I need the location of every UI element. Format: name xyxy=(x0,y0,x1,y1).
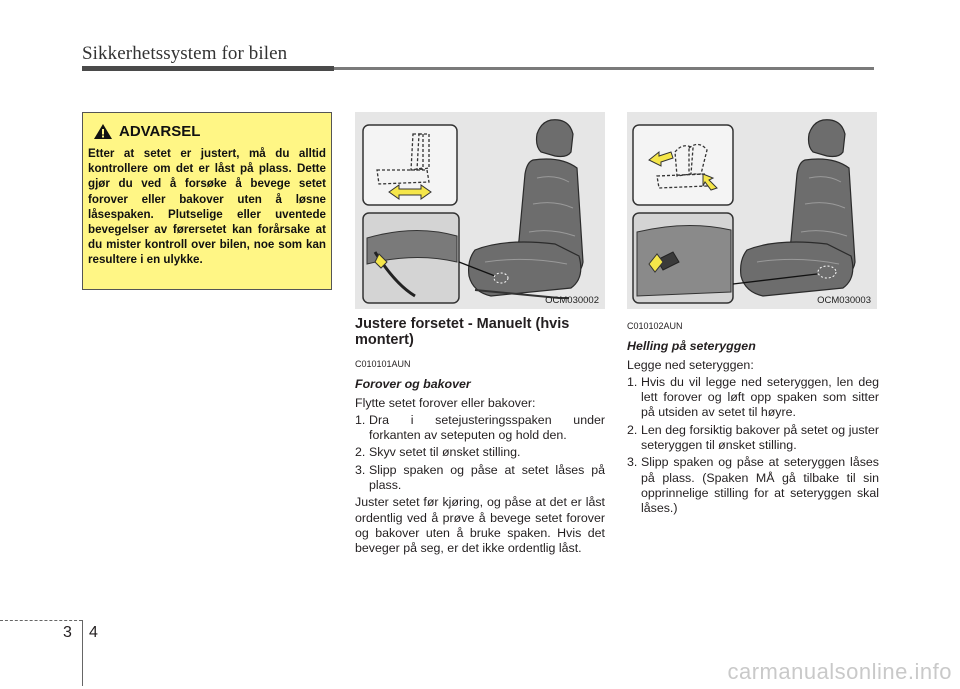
section-code: C010101AUN xyxy=(355,359,411,369)
list-number: 2. xyxy=(355,445,366,460)
figure-code: OCM030002 xyxy=(545,295,599,306)
warning-title: ADVARSEL xyxy=(119,123,201,140)
intro-text: Legge ned seteryggen: xyxy=(627,357,754,372)
figure-code: OCM030003 xyxy=(817,295,871,306)
warning-box xyxy=(82,112,332,290)
list-item xyxy=(355,445,605,460)
header-rule-light xyxy=(334,67,874,70)
section-code: C010102AUN xyxy=(627,321,683,331)
watermark: carmanualsonline.info xyxy=(727,659,952,684)
warning-triangle-icon xyxy=(93,123,113,140)
subsection-title: Helling på seteryggen xyxy=(627,339,756,354)
warning-header xyxy=(93,123,200,140)
list-item xyxy=(627,375,879,421)
section-title: Justere forsetet - Manuelt (hvis montert) xyxy=(355,316,570,348)
list-text: Slipp spaken og påse at setet låses på plass. xyxy=(369,462,605,493)
list-text: Skyv setet til ønsket stilling. xyxy=(369,445,521,460)
list-number: 1. xyxy=(627,374,638,389)
list-number: 3. xyxy=(627,455,638,470)
page-section-number: 3 xyxy=(63,624,72,641)
outro-text: Juster setet før kjøring, og påse at det er låst ordentlig ved å prøve å bevege setet forover og bakover uten å bruke spaken. Hvis det beveger på seg, er det ikke ordentlig låst. xyxy=(355,495,605,556)
page-header-title: Sikkerhetssystem for bilen xyxy=(82,43,288,64)
list-item xyxy=(355,463,605,494)
subsection-title: Forover og bakover xyxy=(355,377,471,392)
list-item xyxy=(355,413,605,444)
list-text: Len deg forsiktig bakover på setet og juster seteryggen til ønsket stilling. xyxy=(641,422,879,453)
list-text: Slipp spaken og påse at seteryggen låses på plass. (Spaken MÅ gå tilbake til sin opprinnelige stilling for at seteryggen skal låses.) xyxy=(641,455,879,516)
header-rule-dark xyxy=(82,66,334,71)
section-seatback-recline xyxy=(627,316,879,519)
seatback-recline-illustration xyxy=(627,112,877,309)
seat-slide-illustration xyxy=(355,112,605,309)
warning-text: Etter at setet er justert, må du alltid kontrollere om det er låst på plass. Dette gjør du ved å forsøke å bevege setet forover eller bakover uten å løsne låsespaken. Plutselige eller uventede bevegelser av førersetet kan forårsake at du mister kontroll over bilen, noe som kan resultere i en ulykke. xyxy=(88,147,326,267)
seatback-recline-figure xyxy=(627,112,877,309)
list-item xyxy=(627,423,879,454)
footer-divider xyxy=(82,620,83,686)
list-text: Dra i setejusteringsspaken under forkanten av seteputen og hold den. xyxy=(369,412,605,443)
seat-slide-figure xyxy=(355,112,605,309)
list-number: 2. xyxy=(627,422,638,437)
page-number: 4 xyxy=(89,624,98,641)
list-number: 1. xyxy=(355,412,366,427)
list-number: 3. xyxy=(355,462,366,477)
list-text: Hvis du vil legge ned seteryggen, len deg lett forover og løft opp spaken som sitter på utsiden av setet til høyre. xyxy=(641,374,879,420)
intro-text: Flytte setet forover eller bakover: xyxy=(355,395,536,410)
list-item xyxy=(627,455,879,516)
footer-rule xyxy=(0,620,82,621)
section-seat-slide xyxy=(355,316,605,559)
